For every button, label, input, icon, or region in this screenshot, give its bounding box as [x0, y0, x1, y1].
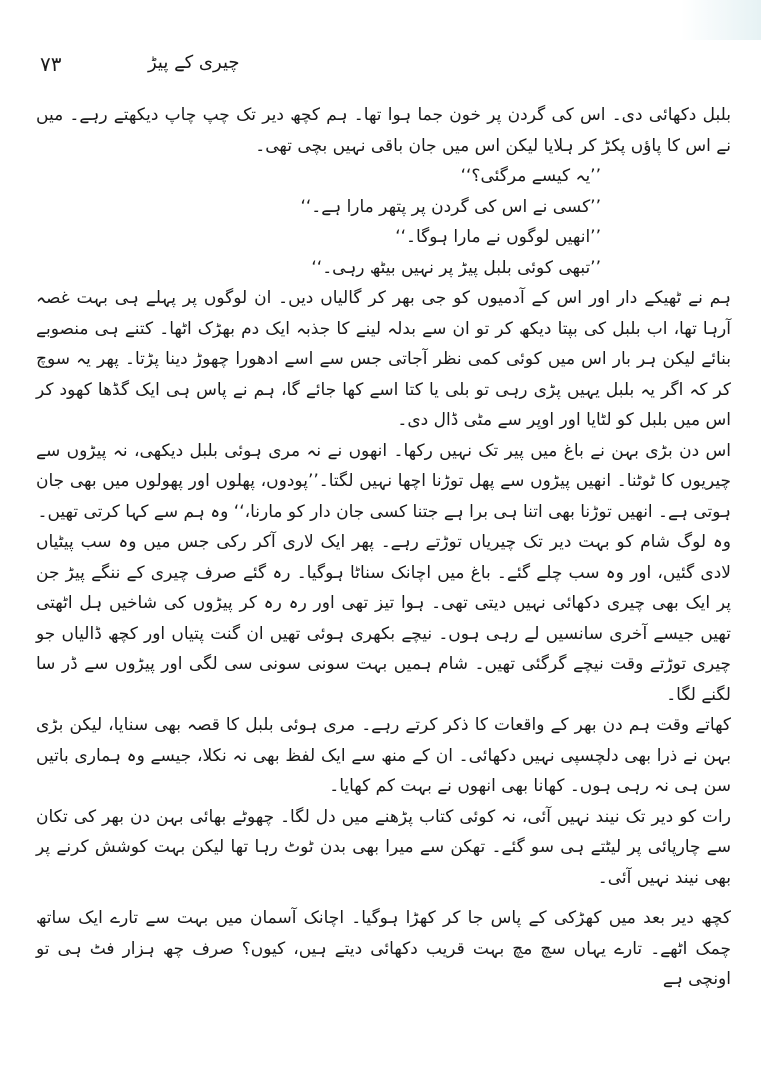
paragraph-6: رات کو دیر تک نیند نہیں آئی، نہ کوئی کتاب پڑھنے میں دل لگا۔ چھوٹے بھائی بہن دن بھر کی تکان سے چارپائی پر لیٹتے ہی سو گئے۔ تھکن سے میرا بھی بدن ٹوٹ رہا تھا لیکن بہت کوشش کرنے پر بھی نیند نہیں آئی۔	[36, 806, 731, 888]
dialogue-line-2: ’’کسی نے اس کی گردن پر پتھر مارا ہے۔‘‘	[300, 196, 601, 217]
paragraph-5: کھاتے وقت ہم دن بھر کے واقعات کا ذکر کرتے رہے۔ مری ہوئی بلبل کا قصہ بھی سنایا، لیکن بڑی بہن نے ذرا بھی دلچسپی نہیں دکھائی۔ ان کے منھ سے ایک لفظ بھی نہ نکلا، جیسے وہ ہماری باتیں سن ہی نہ رہی ہوں۔ کھانا بھی انھوں نے بہت کم کھایا۔	[36, 715, 731, 796]
page-header	[40, 52, 720, 84]
paragraph-gap	[36, 893, 731, 903]
dialogue-line-1: ’’یہ کیسے مرگئی؟‘‘	[460, 166, 601, 186]
dialogue-line-4: ’’تبھی کوئی بلبل پیڑ پر نہیں بیٹھ رہی۔‘‘	[311, 257, 601, 278]
running-title: چیری کے پیڑ	[148, 52, 240, 73]
paragraph-1: بلبل دکھائی دی۔ اس کی گردن پر خون جما ہوا تھا۔ ہم کچھ دیر تک چپ چاپ دیکھتے رہے۔ میں نے اس کا پاؤں پکڑ کر ہلایا لیکن اس میں جان باقی نہیں بچی تھی۔	[36, 105, 731, 156]
paragraph-2: ہم نے ٹھیکے دار اور اس کے آدمیوں کو جی بھر کر گالیاں دیں۔ ان لوگوں پر پہلے ہی بہت غصہ آرہا تھا، اب بلبل کی بپتا دیکھ کر تو ان سے بدلہ لینے کا جذبہ ایک دم بھڑک اٹھا۔ کتنے ہی منصوبے بنائے لیکن ہر بار اس میں کوئی کمی نظر آجاتی جس سے اسے ادھورا چھوڑ دینا پڑتا۔ پھر یہ سوچ کر کہ اگر یہ بلبل یہیں پڑی رہی تو بلی یا کتا اسے کھا جائے گا، ہم نے پاس ہی ایک گڈھا کھود کر اس میں بلبل کو لٹایا اور اوپر سے مٹی ڈال دی۔	[36, 288, 731, 430]
dialogue-line-3: ’’انھیں لوگوں نے مارا ہوگا۔‘‘	[395, 227, 601, 247]
page-number: ۳۷	[40, 52, 62, 76]
body-text	[36, 100, 731, 995]
paragraph-7: کچھ دیر بعد میں کھڑکی کے پاس جا کر کھڑا ہوگیا۔ اچانک آسمان میں بہت سے تارے ایک ساتھ چمک اٹھے۔ تارے یہاں سچ مچ بہت قریب دکھائی دیتے ہیں، کیوں؟ صرف چھ ہزار فٹ ہی تو اونچی ہے	[36, 908, 731, 989]
paragraph-3: اس دن بڑی بہن نے باغ میں پیر تک نہیں رکھا۔ انھوں نے نہ مری ہوئی بلبل دیکھی، نہ پیڑوں سے چیریوں کا ٹوٹنا۔ انھیں پیڑوں سے پھل توڑنا اچھا نہیں لگتا۔’’پودوں، پھلوں اور پھولوں میں بھی جان ہوتی ہے۔ انھیں توڑنا بھی اتنا ہی برا ہے جتنا کسی جان دار کو مارنا،‘‘ وہ ہم سے کہا کرتی تھیں۔	[36, 440, 731, 522]
paragraph-4: وہ لوگ شام کو بہت دیر تک چیریاں توڑتے رہے۔ پھر ایک لاری آکر رکی جس میں وہ سب پیٹیاں لادی گئیں، اور وہ سب چلے گئے۔ باغ میں اچانک سناٹا ہوگیا۔ رہ گئے صرف چیری کے ننگے پیڑ جن پر ایک بھی چیری دکھائی نہیں دیتی تھی۔ ہوا تیز تھی اور رہ رہ کر پیڑوں کی شاخیں ہل اٹھتی تھیں جیسے آخری سانسیں لے رہی ہوں۔ نیچے بکھری ہوئی تھیں ان گنت پتیاں اور کچھ ڈالیاں جو چیری توڑتے وقت نیچے گرگئی تھیں۔ شام ہمیں بہت سونی سونی سی لگی اور پیڑوں سے ڈر سا لگنے لگا۔	[36, 532, 731, 705]
scan-edge-shadow	[681, 0, 761, 40]
